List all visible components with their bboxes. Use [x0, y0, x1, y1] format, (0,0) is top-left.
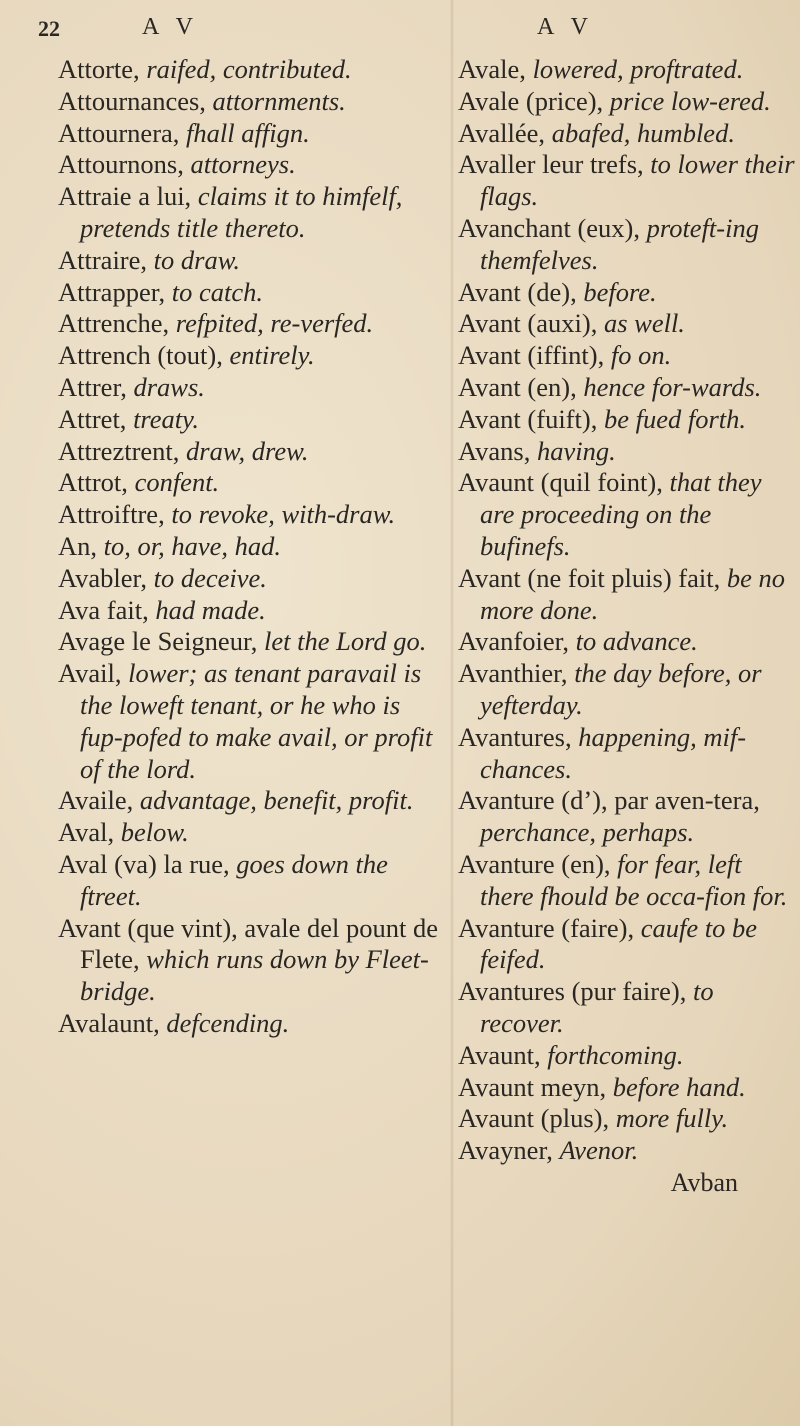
entry-gloss: draw, drew. [186, 435, 309, 466]
dictionary-entry [458, 54, 798, 86]
entry-gloss: to recover. [480, 976, 714, 1038]
entry-gloss: raifed, contributed. [146, 54, 352, 84]
entry-headword: Attrer, [58, 371, 134, 402]
entry-gloss: perchance, perhaps. [480, 817, 695, 848]
dictionary-entry [58, 626, 446, 658]
entry-gloss: before. [583, 276, 657, 307]
entry-headword: Availe, [58, 785, 140, 816]
dictionary-entry [58, 308, 446, 340]
dictionary-entry [58, 563, 446, 595]
entry-gloss: defcending. [166, 1007, 290, 1038]
entry-headword: Avale (price), [458, 85, 610, 116]
entry-gloss: happening, mif-chances. [480, 721, 747, 784]
entry-headword: Avant (auxi), [458, 308, 604, 339]
entry-gloss: be fued forth. [603, 403, 747, 434]
entry-gloss: treaty. [133, 403, 200, 434]
entry-headword: Avant (de), [458, 276, 584, 307]
entry-gloss: entirely. [229, 340, 315, 371]
dictionary-entry [458, 626, 798, 658]
entry-gloss: advantage, benefit, profit. [139, 785, 414, 816]
entry-gloss: fo on. [610, 340, 672, 371]
dictionary-entry [58, 245, 446, 277]
entry-headword: Avail, [58, 658, 129, 689]
entry-gloss: to catch. [171, 276, 263, 307]
dictionary-entry [58, 499, 446, 531]
entry-headword: Avans, [458, 435, 537, 466]
entry-headword: Avant (ne foit pluis) fait, [458, 562, 727, 593]
entry-gloss: to draw. [153, 244, 241, 275]
entry-gloss: draws. [133, 371, 205, 402]
entry-gloss: which runs down by Fleet-bridge. [80, 944, 429, 1007]
entry-gloss: let the Lord go. [263, 626, 427, 657]
entry-headword: Avanture (en), [458, 848, 618, 879]
entry-gloss: confent. [134, 467, 220, 498]
dictionary-entry [458, 467, 798, 562]
entry-gloss: claims it to himfelf, pretends title thereto. [80, 181, 403, 243]
entry-headword: Attournons, [58, 149, 191, 180]
entry-headword: Attreztrent, [58, 435, 187, 466]
entry-headword: Avage le Seigneur, [58, 626, 264, 657]
dictionary-entry [58, 149, 446, 181]
dictionary-entry [458, 785, 798, 849]
entry-headword: Avant (iffint), [458, 340, 611, 371]
entry-headword: Aval, [58, 817, 121, 848]
entry-headword: Avanthier, [458, 658, 575, 689]
dictionary-entry [58, 785, 446, 817]
entry-headword: Avallée, [458, 117, 552, 148]
dictionary-entry [458, 976, 798, 1040]
entry-gloss: attornments. [212, 85, 346, 116]
dictionary-entry [58, 817, 446, 849]
dictionary-entry [458, 722, 798, 786]
dictionary-entry [58, 118, 446, 150]
entry-gloss: abafed, humbled. [551, 117, 735, 148]
entry-headword: Avaller leur trefs, [458, 149, 651, 180]
entry-gloss: to, or, have, had. [103, 530, 282, 561]
entry-gloss: attorneys. [190, 149, 296, 180]
entry-headword: Attrot, [58, 467, 135, 498]
entry-headword: Avant (que vint), avale del pount de Flete, [58, 912, 438, 975]
dictionary-entry [458, 1072, 798, 1104]
entry-headword: Avayner, [458, 1135, 560, 1166]
entry-headword: An, [58, 530, 104, 561]
entry-headword: Avantures, [458, 721, 579, 752]
dictionary-entry [58, 1008, 446, 1040]
dictionary-entry [58, 340, 446, 372]
entry-headword: Avanture (d’), par aven-tera, [458, 785, 760, 816]
entry-headword: Avanfoier, [458, 626, 576, 657]
dictionary-entry [58, 372, 446, 404]
dictionary-entry [58, 467, 446, 499]
entry-gloss: to advance. [575, 626, 698, 657]
entry-gloss: that they are proceeding on the bufinefs. [480, 467, 762, 561]
dictionary-entry [458, 1040, 798, 1072]
dictionary-entry [458, 277, 798, 309]
entry-headword: Attraire, [58, 244, 154, 275]
dictionary-entry [458, 563, 798, 627]
dictionary-entry [458, 658, 798, 722]
dictionary-entry [58, 849, 446, 913]
left-column [58, 54, 446, 1040]
entry-gloss: price low-ered. [609, 85, 771, 116]
entry-headword: Attrenche, [58, 308, 176, 339]
dictionary-entry [58, 86, 446, 118]
entry-headword: Attroiftre, [58, 499, 172, 530]
entry-gloss: more fully. [615, 1103, 729, 1134]
entry-headword: Avale, [458, 54, 533, 84]
entry-gloss: fhall affign. [186, 117, 310, 148]
entry-headword: Attrapper, [58, 276, 172, 307]
dictionary-entry [58, 531, 446, 563]
dictionary-entry [58, 404, 446, 436]
dictionary-entry [458, 86, 798, 118]
dictionary-entry [58, 277, 446, 309]
dictionary-entry [458, 436, 798, 468]
entry-headword: Avaunt (plus), [458, 1103, 616, 1134]
dictionary-entry [458, 404, 798, 436]
entry-gloss: for fear, left there fhould be occa-fion for. [480, 848, 788, 911]
entry-gloss: lowered, proftrated. [532, 54, 744, 84]
entry-gloss: Avenor. [559, 1135, 639, 1166]
entry-gloss: be no more done. [480, 562, 785, 625]
dictionary-entry [458, 118, 798, 150]
page-header [0, 10, 800, 50]
entry-gloss: to lower their flags. [480, 149, 795, 212]
page-gutter-shadow [450, 0, 454, 1426]
entry-headword: Avalaunt, [58, 1007, 167, 1038]
dictionary-entry [58, 595, 446, 627]
dictionary-entry [58, 658, 446, 785]
dictionary-entry [58, 913, 446, 1008]
entry-headword: Avant (fuift), [458, 403, 604, 434]
entry-headword: Avaunt, [458, 1039, 548, 1070]
entry-headword: Attret, [58, 403, 134, 434]
dictionary-entry [458, 149, 798, 213]
dictionary-entry [458, 1103, 798, 1135]
dictionary-entry [458, 372, 798, 404]
dictionary-entry [58, 436, 446, 468]
dictionary-entry [458, 1135, 798, 1167]
right-column [458, 54, 798, 1199]
entry-gloss: proteft-ing themfelves. [480, 212, 759, 275]
dictionary-entry [458, 913, 798, 977]
entry-headword: Avabler, [58, 562, 154, 593]
entry-gloss: below. [120, 817, 189, 848]
entry-gloss: caufe to be feifed. [480, 912, 757, 975]
dictionary-entry [458, 340, 798, 372]
entry-headword: Avaunt meyn, [458, 1071, 613, 1102]
entry-headword: Avant (en), [458, 371, 584, 402]
entry-gloss: forthcoming. [547, 1039, 684, 1070]
entry-gloss: goes down the ftreet. [80, 848, 388, 911]
entry-gloss: the day before, or yefterday. [480, 658, 762, 720]
entry-gloss: having. [537, 435, 616, 466]
entry-headword: Attorte, [58, 54, 147, 84]
dictionary-entry [458, 849, 798, 913]
entry-headword: Ava fait, [58, 594, 156, 625]
dictionary-entry [58, 181, 446, 245]
entry-gloss: before hand. [612, 1071, 746, 1102]
dictionary-entry [458, 308, 798, 340]
entry-headword: Attrench (tout), [58, 340, 230, 371]
entry-gloss: to deceive. [153, 562, 267, 593]
entry-headword: Attournera, [58, 117, 187, 148]
entry-gloss: refpited, re-verfed. [175, 308, 374, 339]
catchword: Avban [670, 1167, 738, 1197]
page-number: 22 [38, 16, 60, 41]
entry-headword: Aval (va) la rue, [58, 848, 237, 879]
running-head-right: A V [537, 14, 594, 40]
entry-headword: Avaunt (quil foint), [458, 467, 670, 498]
dictionary-entry [458, 213, 798, 277]
entry-gloss: lower; as tenant paravail is the loweft tenant, or he who is fup-pofed to make avail, or profit of the lord. [80, 658, 433, 784]
entry-headword: Avantures (pur faire), [458, 976, 693, 1007]
entry-headword: Attraie a lui, [58, 181, 198, 212]
dictionary-entry [58, 54, 446, 86]
entry-gloss: had made. [155, 594, 266, 625]
running-head-left: A V [142, 14, 199, 40]
entry-headword: Avanchant (eux), [458, 212, 647, 243]
entry-gloss: hence for-wards. [583, 371, 762, 402]
entry-gloss: to revoke, with-draw. [171, 499, 396, 530]
entry-headword: Avanture (faire), [458, 912, 641, 943]
entry-gloss: as well. [603, 308, 685, 339]
entry-headword: Attournances, [58, 85, 213, 116]
